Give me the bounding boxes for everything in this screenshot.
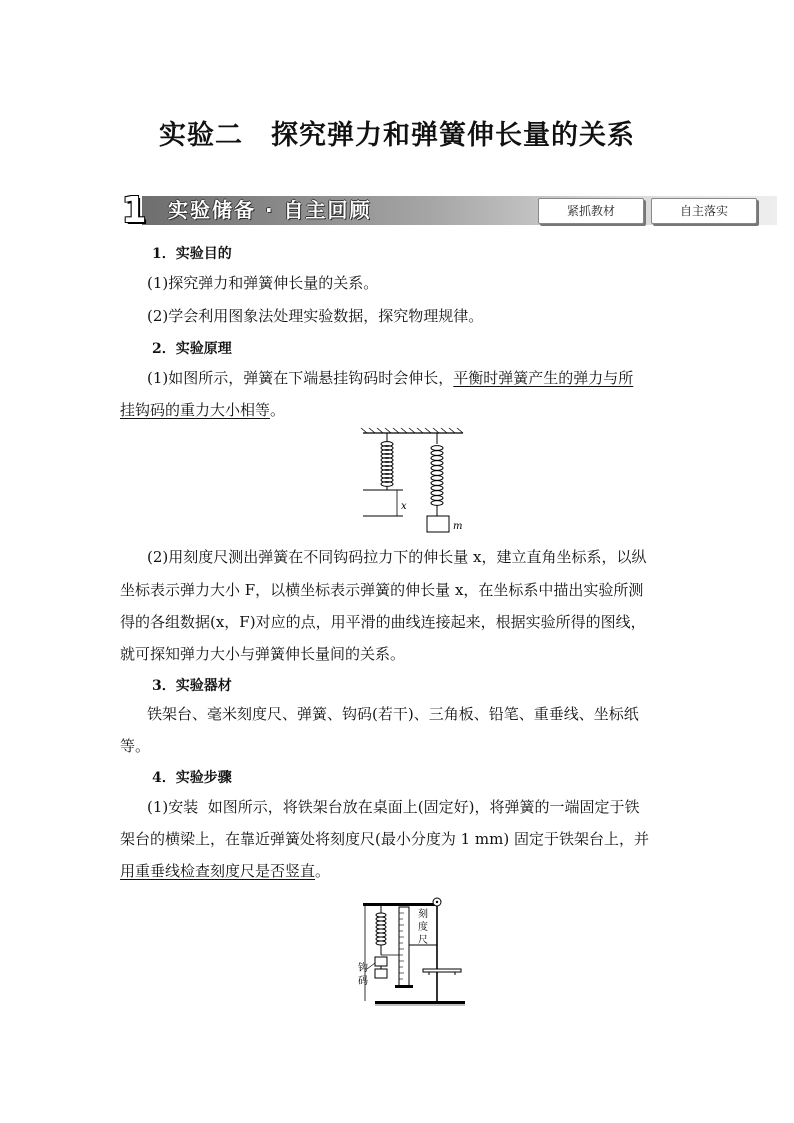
chip-textbook: 紧抓教材 (538, 198, 644, 224)
fig1-x-label: x (401, 501, 407, 512)
banner-title: 实验储备 · 自主回顾 (168, 198, 372, 222)
s4-line-1: (1)安装 如图所示，将铁架台放在桌面上(固定好)，将弹簧的一端固定于铁 (147, 798, 640, 816)
s2-paragraph-2-line-1: (2)用刻度尺测出弹簧在不同钩码拉力下的伸长量 x，建立直角坐标系，以纵 (147, 548, 647, 566)
fig2-ruler-label-1: 刻 (418, 909, 428, 920)
section-4-heading: 4．实验步骤 (152, 770, 232, 786)
s2-p1-underlined-2: 挂钩码的重力大小相等 (120, 401, 271, 419)
s3-line-1: 铁架台、毫米刻度尺、弹簧、钩码(若干)、三角板、铅笔、重垂线、坐标纸 (147, 705, 639, 723)
s2-p1-text: (1)如图所示，弹簧在下端悬挂钩码时会伸长， (147, 369, 454, 387)
s3-line-2: 等。 (120, 737, 151, 755)
s2-paragraph-1-line-2 (120, 400, 285, 420)
s1-paragraph-2: (2)学会利用图象法处理实验数据，探究物理规律。 (147, 307, 484, 325)
spring-figure (355, 428, 470, 538)
s2-p1-end: 。 (270, 401, 286, 419)
s4-line-2: 架台的横梁上，在靠近弹簧处将刻度尺(最小分度为 1 mm) 固定于铁架台上，并 (120, 830, 650, 848)
s4-line-3-end: 。 (315, 862, 331, 880)
section-3-heading: 3．实验器材 (152, 678, 232, 694)
page-title: 实验二 探究弹力和弹簧伸长量的关系 (159, 120, 635, 151)
s2-paragraph-2-line-3: 得的各组数据(x，F)对应的点，用平滑的曲线连接起来，根据实验所得的图线， (120, 613, 646, 631)
fig2-weight-label-1: 钩 (358, 963, 368, 974)
s2-paragraph-2-line-2: 坐标表示弹力大小 F，以横坐标表示弹簧的伸长量 x，在坐标系中描出实验所测 (120, 581, 644, 599)
banner-number: 1 (121, 190, 147, 231)
s2-paragraph-1-line-1 (147, 368, 633, 388)
fig2-ruler-label-3: 尺 (418, 935, 428, 946)
s4-line-3-underlined: 用重垂线检查刻度尺是否竖直 (120, 862, 316, 880)
fig1-m-label: m (453, 521, 463, 532)
fig2-weight-label-2: 码 (358, 976, 368, 987)
fig2-ruler-label-2: 度 (418, 922, 428, 933)
s2-paragraph-2-line-4: 就可探知弹力大小与弹簧伸长量间的关系。 (120, 645, 406, 663)
s4-line-3 (120, 861, 330, 881)
s2-p1-underlined: 平衡时弹簧产生的弹力与所 (453, 369, 634, 387)
section-1-heading: 1．实验目的 (152, 246, 232, 262)
chip-self-study: 自主落实 (651, 198, 757, 224)
section-2-heading: 2．实验原理 (152, 341, 232, 357)
s1-paragraph-1: (1)探究弹力和弹簧伸长量的关系。 (147, 274, 379, 292)
section-banner (120, 192, 777, 229)
iron-stand-figure (355, 893, 475, 1013)
